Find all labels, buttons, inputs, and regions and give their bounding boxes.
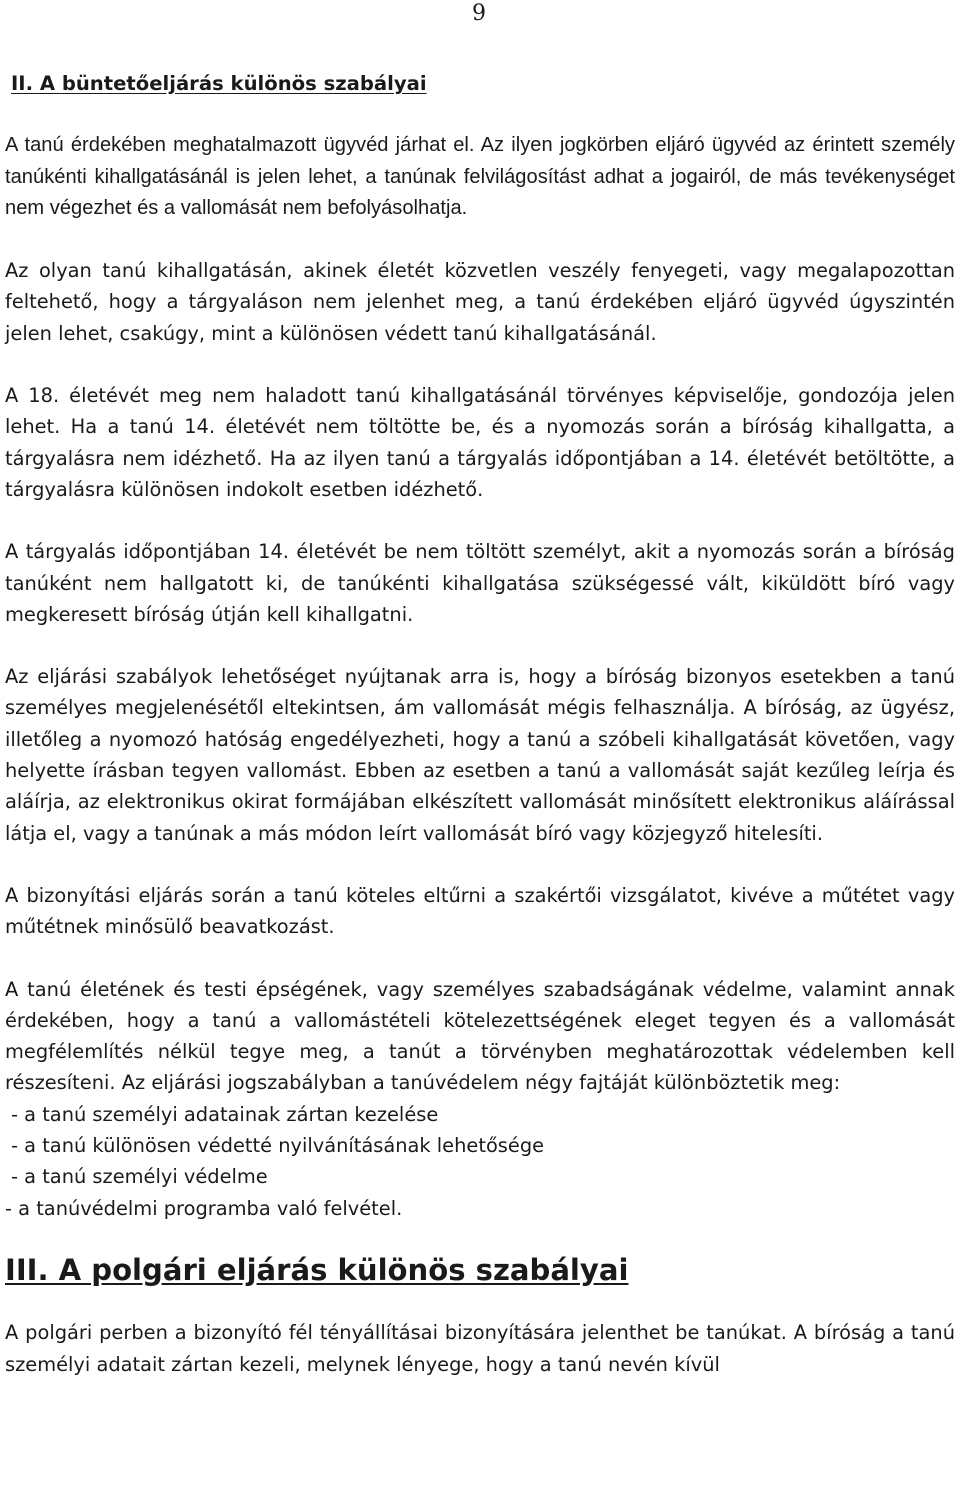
paragraph-under-14: A tárgyalás időpontjában 14. életévét be nem töltött személyt, akit a nyomozás során a bíróság tanúként nem hallgatott ki, de tanúkénti kihallgatása szükségessé vált, kiküldött bíró vagy megkeresett bíróság útján kell kihallgatni.: [5, 540, 955, 626]
document-body: [5, 68, 955, 1380]
paragraph-written-testimony: Az eljárási szabályok lehetőséget nyújtanak arra is, hogy a bíróság bizonyos esetekben a tanú személyes megjelenésétől eltekintsen, ám vallomását mégis felhasználja. A bíróság, az ügyész, illetőleg a nyomozó hatóság engedélyezheti, hogy a tanú a szóbeli kihallgatását követően, vagy helyette írásban tegyen vallomást. Ebben az esetben a tanú a vallomását saját kezűleg leírja és aláírja, az elektronikus okirat formájában elkészített vallomását minősített elektronikus aláírással látja el, vagy a tanúnak a más módon leírt vallomását bíró vagy közjegyző hitelesíti.: [5, 665, 955, 845]
section-heading-criminal: II. A büntetőeljárás különös szabályai: [11, 72, 427, 95]
paragraph-endangered-witness: Az olyan tanú kihallgatásán, akinek életét közvetlen veszély fenyegeti, vagy megalapozottan feltehető, hogy a tárgyaláson nem jelenhet meg, a tanú érdekében eljáró ügyvéd úgyszintén jelen lehet, csakúgy, mint a különösen védett tanú kihallgatásánál.: [5, 259, 955, 345]
witness-protection-list: [5, 1099, 955, 1224]
list-item: - a tanú személyi védelme: [11, 1165, 268, 1189]
paragraph-attorney: A tanú érdekében meghatalmazott ügyvéd járhat el. Az ilyen jogkörben eljáró ügyvéd az érintett személy tanúkénti kihallgatásánál is jelen lehet, a tanúnak felvilágosítást adhat a jogairól, de más tevékenységet nem végezhet és a vallomását nem befolyásolhatja.: [5, 134, 955, 219]
paragraph-civil-witnesses: A polgári perben a bizonyító fél tényállításai bizonyítására jelenthet be tanúkat. A bíróság a tanú személyi adatait zártan kezeli, melynek lényege, hogy a tanú nevén kívül: [5, 1321, 955, 1376]
list-item: - a tanú különösen védetté nyilvánításának lehetősége: [11, 1134, 545, 1158]
paragraph-minor-witness: A 18. életévét meg nem haladott tanú kihallgatásánál törvényes képviselője, gondozója jelen lehet. Ha a tanú 14. életévét nem töltötte be, és a nyomozás során a bíróság kihallgatta, a tárgyalásra nem idézhető. Ha az ilyen tanú a tárgyalás időpontjában a 14. életévét betöltötte, a tárgyalásra különösen indokolt esetben idézhető.: [5, 384, 955, 501]
list-item: - a tanú személyi adatainak zártan kezelése: [11, 1102, 439, 1126]
list-item: - a tanúvédelmi programba való felvétel.: [5, 1196, 403, 1220]
paragraph-expert-examination: A bizonyítási eljárás során a tanú köteles eltűrni a szakértői vizsgálatot, kivéve a műtétet vagy műtétnek minősülő beavatkozást.: [5, 883, 955, 939]
paragraph-witness-protection: A tanú életének és testi épségének, vagy személyes szabadságának védelme, valamint annak érdekében, hogy a tanú a vallomástételi kötelezettségének eleget tegyen és a vallomását megfélemlítés nélkül tegye meg, a tanút a törvényben meghatározottak védelemben kell részesíteni. Az eljárási jogszabályban a tanúvédelem négy fajtáját különböztetik meg:: [5, 977, 955, 1095]
section-heading-civil: III. A polgári eljárás különös szabályai: [5, 1252, 629, 1287]
page-number: 9: [472, 1, 486, 26]
